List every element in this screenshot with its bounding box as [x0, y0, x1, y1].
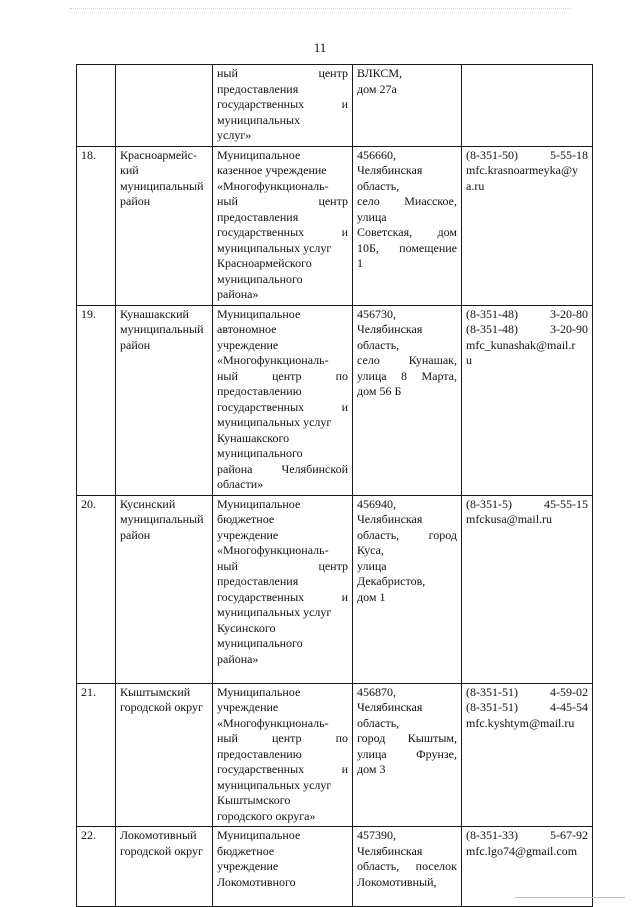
cell-line: (8-351-48) 3-20-80 — [466, 306, 588, 321]
organization-cell — [213, 305, 353, 495]
cell-line: предоставления — [217, 81, 299, 96]
cell-line: улица 8 Марта, — [357, 368, 457, 383]
cell-line: mfc.krasnoarmeyka@y — [466, 163, 579, 177]
district-cell — [116, 683, 213, 827]
contacts-cell — [462, 65, 593, 147]
contacts-cell — [462, 495, 593, 683]
cell-line: (8-351-48) 3-20-90 — [466, 322, 588, 336]
cell-line: учреждение — [217, 337, 279, 352]
table-row — [77, 827, 593, 907]
cell-line: Челябинская — [357, 700, 423, 714]
cell-line: городской округ — [120, 843, 203, 858]
mfc-table — [76, 64, 593, 907]
cell-line: (8-351-33) 5-67-92 — [466, 828, 588, 842]
cell-line: 10Б, помещение — [357, 240, 457, 255]
district-cell — [116, 305, 213, 495]
cell-line: ный центр — [217, 558, 348, 573]
cell-line: муниципального — [217, 446, 303, 460]
cell-line: казенное учреждение — [217, 163, 327, 177]
cell-line: Декабристов, — [357, 574, 426, 588]
cell-line: учреждение — [217, 527, 279, 542]
cell-line: улица Фрунзе, — [357, 746, 457, 761]
table-row — [77, 683, 593, 827]
cell-line: mfckusa@mail.ru — [466, 512, 553, 526]
cell-line: город Кыштым, — [357, 731, 457, 745]
cell-line: область, — [357, 715, 400, 730]
contacts-cell — [462, 305, 593, 495]
row-number-cell: 21. — [77, 683, 116, 827]
cell-line: Куса, — [357, 543, 384, 557]
cell-line: предоставлению — [217, 746, 302, 761]
cell-line: кий — [120, 163, 139, 177]
cell-line: (8-351-5) 45-55-15 — [466, 496, 588, 511]
page-number: 11 — [313, 40, 327, 55]
cell-line: района» — [217, 287, 259, 301]
cell-line: Красноармейс- — [120, 147, 197, 162]
cell-line: область, город — [357, 527, 457, 542]
cell-line: области» — [217, 477, 264, 491]
cell-line: область, — [357, 337, 400, 352]
cell-line: (8-351-51) 4-45-54 — [466, 700, 588, 714]
cell-line: Челябинская — [357, 322, 423, 336]
cell-line: дом 1 — [357, 589, 386, 604]
cell-line: городской округ — [120, 700, 203, 714]
cell-line: муниципальных услуг — [217, 777, 332, 792]
cell-line: Челябинская — [357, 163, 423, 177]
cell-line: 457390, — [357, 828, 396, 842]
organization-cell — [213, 146, 353, 305]
cell-line: района Челябинской — [217, 461, 348, 476]
cell-line: Муниципальное — [217, 306, 301, 321]
cell-line: предоставлению — [217, 384, 302, 398]
district-cell — [116, 146, 213, 305]
organization-cell — [213, 827, 353, 907]
district-cell — [116, 65, 213, 147]
contacts-cell — [462, 827, 593, 907]
cell-line: «Многофункциональ- — [217, 543, 329, 557]
cell-line: государственных и — [217, 399, 348, 414]
cell-line: 456730, — [357, 306, 396, 321]
cell-line: район — [120, 194, 151, 208]
cell-line: 1 — [357, 256, 363, 270]
organization-cell — [213, 683, 353, 827]
cell-line: государственных и — [217, 589, 348, 604]
cell-line: муниципальных услуг — [217, 415, 332, 429]
cell-line: село Миасское, — [357, 194, 457, 208]
cell-line: область, поселок — [357, 859, 457, 873]
table-row — [77, 305, 593, 495]
cell-line: учреждение — [217, 700, 279, 714]
cell-line: Советская, дом — [357, 225, 457, 239]
cell-line: ВЛКСМ, — [357, 66, 403, 80]
address-cell — [353, 146, 462, 305]
cell-line: дом 56 Б — [357, 384, 402, 398]
cell-line: ный центр по — [217, 368, 348, 383]
address-cell — [353, 65, 462, 147]
cell-line: района» — [217, 651, 259, 666]
table-row — [77, 495, 593, 683]
cell-line: «Многофункциональ- — [217, 353, 329, 367]
cell-line: 456870, — [357, 684, 396, 699]
scan-artifact-bottom — [515, 897, 625, 899]
cell-line: область, — [357, 178, 400, 193]
cell-line: предоставления — [217, 574, 299, 588]
cell-line: Муниципальное — [217, 828, 301, 842]
cell-line: учреждение — [217, 859, 279, 873]
cell-line: дом 27а — [357, 81, 397, 96]
cell-line: Кыштымский — [120, 684, 191, 699]
cell-line: бюджетное — [217, 843, 275, 858]
cell-line: бюджетное — [217, 512, 275, 526]
cell-line: дом 3 — [357, 762, 386, 776]
cell-line: ный центр — [217, 194, 348, 208]
district-cell — [116, 495, 213, 683]
cell-line: Челябинская — [357, 843, 423, 858]
cell-line: Локомотивный, — [357, 874, 437, 889]
cell-line: mfc.kyshtym@mail.ru — [466, 715, 575, 730]
cell-line: Кусинский — [120, 496, 176, 511]
cell-line: u — [466, 353, 472, 367]
cell-line: Кунашакский — [120, 306, 189, 321]
cell-line: (8-351-50) 5-55-18 — [466, 147, 588, 162]
cell-line: муниципальный — [120, 178, 204, 193]
cell-line: автономное — [217, 322, 277, 336]
cell-line: Кунашакского — [217, 430, 290, 445]
district-cell — [116, 827, 213, 907]
cell-line: Локомотивного — [217, 874, 296, 889]
organization-cell — [213, 495, 353, 683]
cell-line: ный центр — [217, 66, 348, 80]
cell-line: муниципального — [217, 636, 303, 650]
cell-line: 456660, — [357, 147, 396, 162]
cell-line: государственных и — [217, 225, 348, 239]
organization-cell — [213, 65, 353, 147]
cell-line: Локомотивный — [120, 828, 197, 842]
cell-line: «Многофункциональ- — [217, 178, 329, 193]
scan-artifact-top — [70, 8, 570, 10]
cell-line: Кусинского — [217, 620, 276, 635]
row-number-cell: 19. — [77, 305, 116, 495]
cell-line: улица — [357, 209, 387, 224]
cell-line: муниципальных услуг — [217, 240, 332, 255]
table-row — [77, 146, 593, 305]
row-number-cell — [77, 65, 116, 147]
cell-line: Муниципальное — [217, 684, 301, 699]
cell-line: Красноармейского — [217, 256, 312, 270]
cell-line: a.ru — [466, 178, 485, 193]
cell-line: «Многофункциональ- — [217, 715, 329, 730]
address-cell — [353, 827, 462, 907]
cell-line: (8-351-51) 4-59-02 — [466, 684, 588, 699]
row-number-cell: 18. — [77, 146, 116, 305]
cell-line: ный центр по — [217, 731, 348, 745]
cell-line: район — [120, 337, 151, 352]
cell-line: городского округа» — [217, 808, 316, 823]
cell-line: услуг» — [217, 128, 252, 142]
cell-line: Челябинская — [357, 512, 423, 526]
cell-line: mfc_kunashak@mail.r — [466, 337, 576, 352]
cell-line: муниципальных — [217, 112, 301, 127]
cell-line: село Кунашак, — [357, 353, 457, 367]
cell-line: Муниципальное — [217, 147, 301, 162]
cell-line: государственных и — [217, 762, 348, 776]
address-cell — [353, 495, 462, 683]
cell-line: Кыштымского — [217, 793, 291, 807]
cell-line: муниципального — [217, 271, 303, 286]
contacts-cell — [462, 146, 593, 305]
cell-line: предоставления — [217, 209, 299, 224]
cell-line: mfc.lgo74@gmail.com — [466, 843, 578, 858]
cell-line: муниципальный — [120, 512, 204, 526]
cell-line: государственных и — [217, 97, 348, 111]
row-number-cell: 20. — [77, 495, 116, 683]
cell-line: улица — [357, 558, 387, 573]
cell-line: Муниципальное — [217, 496, 301, 511]
address-cell — [353, 683, 462, 827]
cell-line: 456940, — [357, 496, 396, 511]
cell-line: район — [120, 527, 151, 542]
cell-line: муниципальных услуг — [217, 605, 332, 619]
table-row — [77, 65, 593, 147]
row-number-cell: 22. — [77, 827, 116, 907]
address-cell — [353, 305, 462, 495]
cell-line: муниципальный — [120, 322, 204, 336]
contacts-cell — [462, 683, 593, 827]
